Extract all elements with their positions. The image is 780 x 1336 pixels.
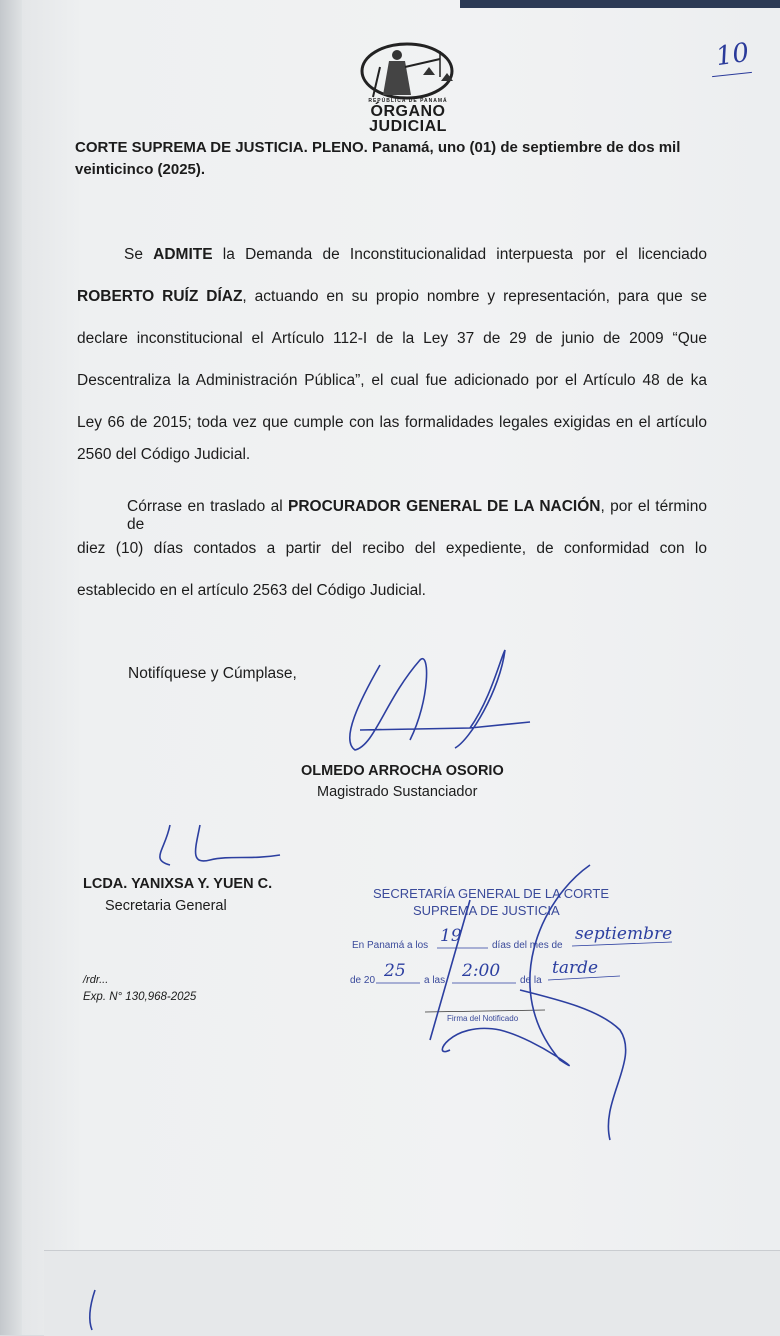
logo-title	[356, 104, 460, 134]
text-line	[77, 414, 707, 432]
stamp-time-label: a las	[424, 975, 446, 986]
logo-subtitle: REPÚBLICA DE PANAMÁ	[368, 98, 448, 104]
background-strip	[460, 0, 780, 8]
text-segment: Se	[124, 246, 154, 263]
text-line	[77, 372, 707, 390]
stamp-month-value: septiembre	[575, 924, 673, 944]
bold-text: ROBERTO RUÍZ DÍAZ	[77, 288, 243, 305]
secretary-name: LCDA. YANIXSA Y. YUEN C.	[83, 876, 273, 892]
text-segment: Descentraliza la Administración Pública”, el cual fue adicionado por el Artículo 48 de ka	[77, 372, 707, 389]
text-segment: , por el término de	[127, 498, 707, 533]
logo-line1: ÓRGANO	[370, 103, 446, 120]
text-line	[124, 246, 707, 264]
header-line1	[75, 139, 725, 157]
stamp-title1: SECRETARÍA GENERAL DE LA CORTE	[373, 886, 609, 901]
stamp-signature-label: Firma del Notificado	[447, 1014, 519, 1023]
page-edge	[0, 0, 22, 1335]
magistrate-name: OLMEDO ARROCHA OSORIO	[301, 763, 504, 779]
text-segment: 2560 del Código Judicial.	[77, 446, 251, 463]
expediente-number: Exp. N° 130,968-2025	[83, 991, 197, 1003]
text-segment: Ley 66 de 2015; toda vez que cumple con las formalidades legales exigidas en el artículo	[77, 414, 707, 431]
bold-text: ADMITE	[153, 246, 213, 263]
text-segment: Córrase en traslado al	[127, 498, 288, 515]
text-segment: la Demanda de Inconstitucionalidad interpuesta por el licenciado	[212, 246, 708, 263]
initials: /rdr...	[83, 974, 109, 986]
text-line	[77, 582, 707, 600]
page-number: 10	[714, 37, 752, 73]
text-line	[77, 330, 707, 348]
text-segment: declare inconstitucional el Artículo 112-I de la Ley 37 de 29 de junio de 2009 “Que	[77, 330, 707, 347]
text-line	[77, 288, 707, 306]
logo-line2: JUDICIAL	[369, 118, 447, 135]
header-line2: veinticinco (2025).	[75, 161, 206, 178]
text-line	[77, 446, 707, 464]
text-segment: diez (10) días contados a partir del recibo del expediente, de conformidad con lo	[77, 540, 707, 557]
stamp-period-value: tarde	[552, 958, 599, 978]
bold-text: PROCURADOR GENERAL DE LA NACIÓN	[287, 498, 601, 515]
next-page-edge	[44, 1250, 780, 1336]
stamp-year-value: 25	[384, 961, 406, 981]
header-text: CORTE SUPREMA DE JUSTICIA. PLENO. Panamá, uno (01) de septiembre de dos mil	[75, 139, 681, 156]
stamp-title2: SUPREMA DE JUSTICIA	[413, 903, 560, 918]
stamp-period-label: de la	[520, 975, 542, 986]
secretary-title: Secretaria General	[105, 898, 227, 914]
stamp-day-label: En Panamá a los	[352, 940, 429, 951]
text-line	[77, 540, 707, 558]
stamp-day-value: 19	[440, 926, 462, 946]
closing-text: Notifíquese y Cúmplase,	[128, 665, 297, 682]
text-segment: establecido en el artículo 2563 del Código Judicial.	[77, 582, 426, 599]
stamp-month-label: días del mes de	[492, 940, 563, 951]
text-line	[127, 498, 707, 534]
stamp-time-value: 2:00	[462, 961, 501, 981]
organo-judicial-logo	[355, 40, 465, 102]
text-segment: , actuando en su propio nombre y representación, para que se	[242, 288, 707, 305]
magistrate-title: Magistrado Sustanciador	[317, 784, 478, 800]
stamp-year-label: de 20	[350, 975, 376, 986]
